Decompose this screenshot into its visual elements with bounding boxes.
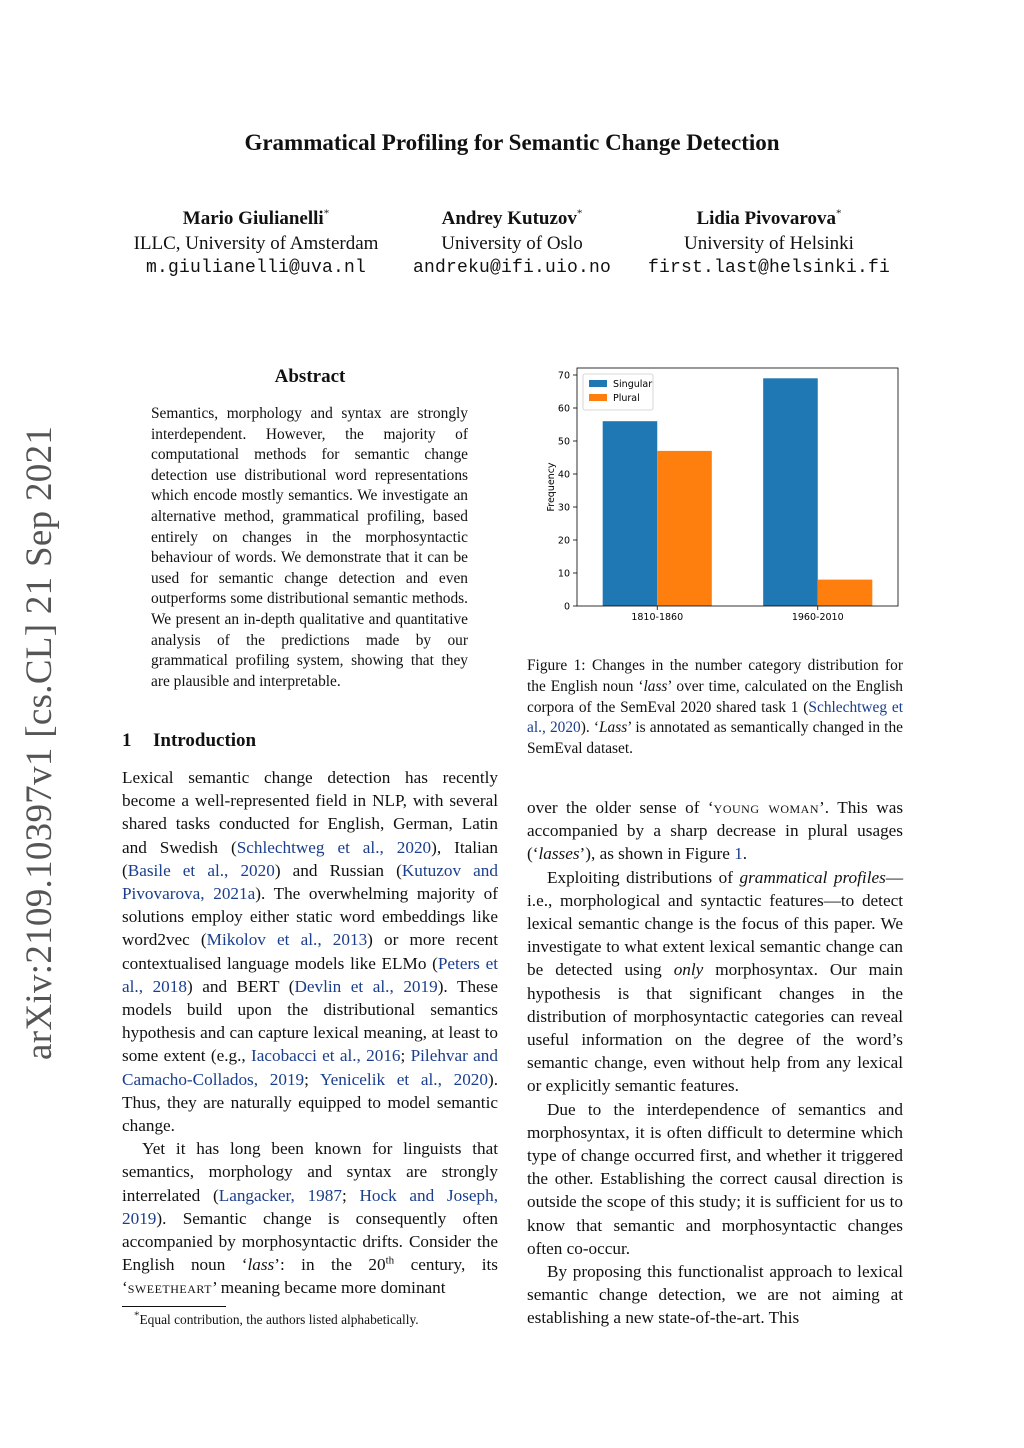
- author-email: m.giulianelli@uva.nl: [145, 258, 367, 278]
- author-mark: *: [323, 207, 330, 220]
- arxiv-stamp: arXiv:2109.10397v1 [cs.CL] 21 Sep 2021: [19, 425, 60, 1060]
- footnote: *Equal contribution, the authors listed alphabetically.: [134, 1309, 419, 1327]
- citation-link[interactable]: Yenicelik et al., 2020: [319, 1069, 488, 1089]
- citation-link[interactable]: Pilehvar and Camacho-Collados, 2019: [122, 1046, 498, 1089]
- bar-plural-1960-2010: [818, 580, 873, 606]
- author-email: first.last@helsinki.fi: [647, 258, 891, 278]
- y-tick-label: 30: [557, 502, 570, 514]
- y-tick-label: 70: [557, 370, 570, 382]
- author-affiliation: University of Oslo: [441, 233, 583, 254]
- y-tick-label: 60: [557, 403, 570, 415]
- author-block-1: [118, 206, 394, 281]
- legend-swatch-singular: [589, 380, 607, 387]
- section-number: 1: [122, 730, 132, 751]
- citation-link[interactable]: Iacobacci et al., 2016: [251, 1046, 401, 1066]
- author-affiliation: ILLC, University of Amsterdam: [133, 233, 379, 254]
- legend-label-plural: Plural: [613, 393, 640, 404]
- citation-link[interactable]: Schlechtweg et al., 2020: [236, 837, 432, 857]
- bar-plural-1810-1860: [657, 451, 712, 606]
- y-tick-label: 20: [557, 535, 570, 547]
- citation-link[interactable]: Devlin et al., 2019: [294, 976, 438, 996]
- bar-singular-1960-2010: [763, 378, 818, 606]
- y-tick-label: 10: [557, 568, 570, 580]
- author-email: andreku@ifi.uio.no: [412, 258, 612, 278]
- figure-caption: Figure 1: Changes in the number category distribution for the English noun ‘lass’ over time, calculated on the English corpora of the SemEval 2020 shared task 1 (Schlechtweg et al., 2020). ‘Lass’ is annotated as semantically changed in the SemEval dataset.: [527, 657, 903, 758]
- citation-link[interactable]: Peters et al., 2018: [122, 953, 498, 996]
- paragraph: Due to the interdependence of semantics and morphosyntax, it is often difficult to determine which type of change occurred first, and whether it triggered the other. Establishing the correct causal direction is outside the scope of this study; it is sufficient for us to know that semantic and morphosyntactic changes often co-occur.: [527, 1099, 903, 1258]
- paragraph: By proposing this functionalist approach to lexical semantic change detection, we are not aiming at establishing a new state-of-the-art. This: [527, 1262, 903, 1328]
- citation-link[interactable]: Kutuzov and Pivovarova, 2021a: [122, 860, 498, 904]
- right-column-body: [527, 796, 903, 1330]
- abstract-text: Semantics, morphology and syntax are strongly interdependent. However, the majority of computational methods for semantic change detection use distributional word representations which encode mostly semantics. We investigate an alternative method, grammatical profiling, based entirely on changes in the morphosyntactic behaviour of words. We demonstrate that it can be used for semantic change detection and even outperforms some distributional semantic methods. We present an in-depth qualitative and quantitative analysis of the predictions made by our grammatical profiling system, showing that they are plausible and interpretable.: [151, 405, 468, 690]
- paragraph: Yet it has long been known for linguists that semantics, morphology and syntax are strongly interrelated (Langacker, 1987; Hock and Joseph, 2019). Semantic change is consequently often accompanied by morphosyntactic drifts. Consider the English noun ‘lass’: in the 20th century, its ‘sweetheart’ meaning became more dominant: [122, 1139, 498, 1298]
- citation-link[interactable]: Basile et al., 2020: [127, 860, 275, 880]
- citation-link[interactable]: Mikolov et al., 2013: [206, 930, 368, 950]
- section-heading: [122, 730, 256, 752]
- author-affiliation: University of Helsinki: [684, 233, 854, 254]
- paragraph: Exploiting distributions of grammatical profiles—i.e., morphological and syntactic features—to detect lexical semantic change is the focus of this paper. We investigate to what extent lexical semantic change can be detected using only morphosyntax. Our main hypothesis is that significant changes in the distribution of morphosyntactic categories can reveal useful information on the degree of the word’s semantic change, even without help from any lexical or explicitly semantic features.: [527, 867, 903, 1096]
- author-block-2: [398, 206, 626, 281]
- paper-title: Grammatical Profiling for Semantic Change Detection: [244, 130, 780, 155]
- author-mark: *: [836, 207, 842, 220]
- left-column-body: [122, 766, 498, 1300]
- author-block-3: [630, 206, 908, 281]
- section-title: Introduction: [153, 730, 257, 751]
- y-axis-label: Frequency: [546, 462, 557, 512]
- author-mark: *: [576, 207, 583, 220]
- citation-link[interactable]: Hock and Joseph, 2019: [122, 1185, 498, 1228]
- x-tick-label: 1960-2010: [791, 612, 844, 623]
- legend-label-singular: Singular: [613, 379, 653, 390]
- figure-ref-link[interactable]: 1: [734, 844, 743, 864]
- citation-link[interactable]: Langacker, 1987: [218, 1185, 342, 1205]
- author-name: Andrey Kutuzov: [441, 208, 577, 229]
- y-tick-label: 40: [557, 469, 570, 481]
- citation-link[interactable]: Schlechtweg et al., 2020: [527, 698, 903, 737]
- figure-1-bar-chart: [537, 360, 907, 628]
- paragraph: over the older sense of ‘young woman’. This was accompanied by a sharp decrease in plural usages (‘lasses’), as shown in Figure 1.: [527, 798, 904, 864]
- legend-swatch-plural: [589, 394, 607, 401]
- author-name: Lidia Pivovarova: [696, 208, 837, 229]
- footnote-rule: [122, 1306, 226, 1307]
- paragraph: Lexical semantic change detection has recently become a well-represented field in NLP, with several shared tasks conducted for English, German, Latin and Swedish (Schlechtweg et al., 2020), Italian (Basile et al., 2020) and Russian (Kutuzov and Pivovarova, 2021a). The overwhelming majority of solutions employ either static word embeddings like word2vec (Mikolov et al., 2013) or more recent contextualised language models like ELMo (Peters et al., 2018) and BERT (Devlin et al., 2019). These models build upon the distributional semantics hypothesis and can capture lexical meaning, at least to some extent (e.g., Iacobacci et al., 2016; Pilehvar and Camacho-Collados, 2019; Yenicelik et al., 2020). Thus, they are naturally equipped to model semantic change.: [122, 768, 499, 1136]
- y-tick-label: 50: [557, 436, 570, 448]
- abstract-heading: Abstract: [274, 366, 346, 387]
- bar-singular-1810-1860: [603, 421, 658, 606]
- author-name: Mario Giulianelli: [182, 208, 324, 229]
- x-tick-label: 1810-1860: [631, 612, 684, 623]
- y-tick-label: 0: [563, 601, 570, 613]
